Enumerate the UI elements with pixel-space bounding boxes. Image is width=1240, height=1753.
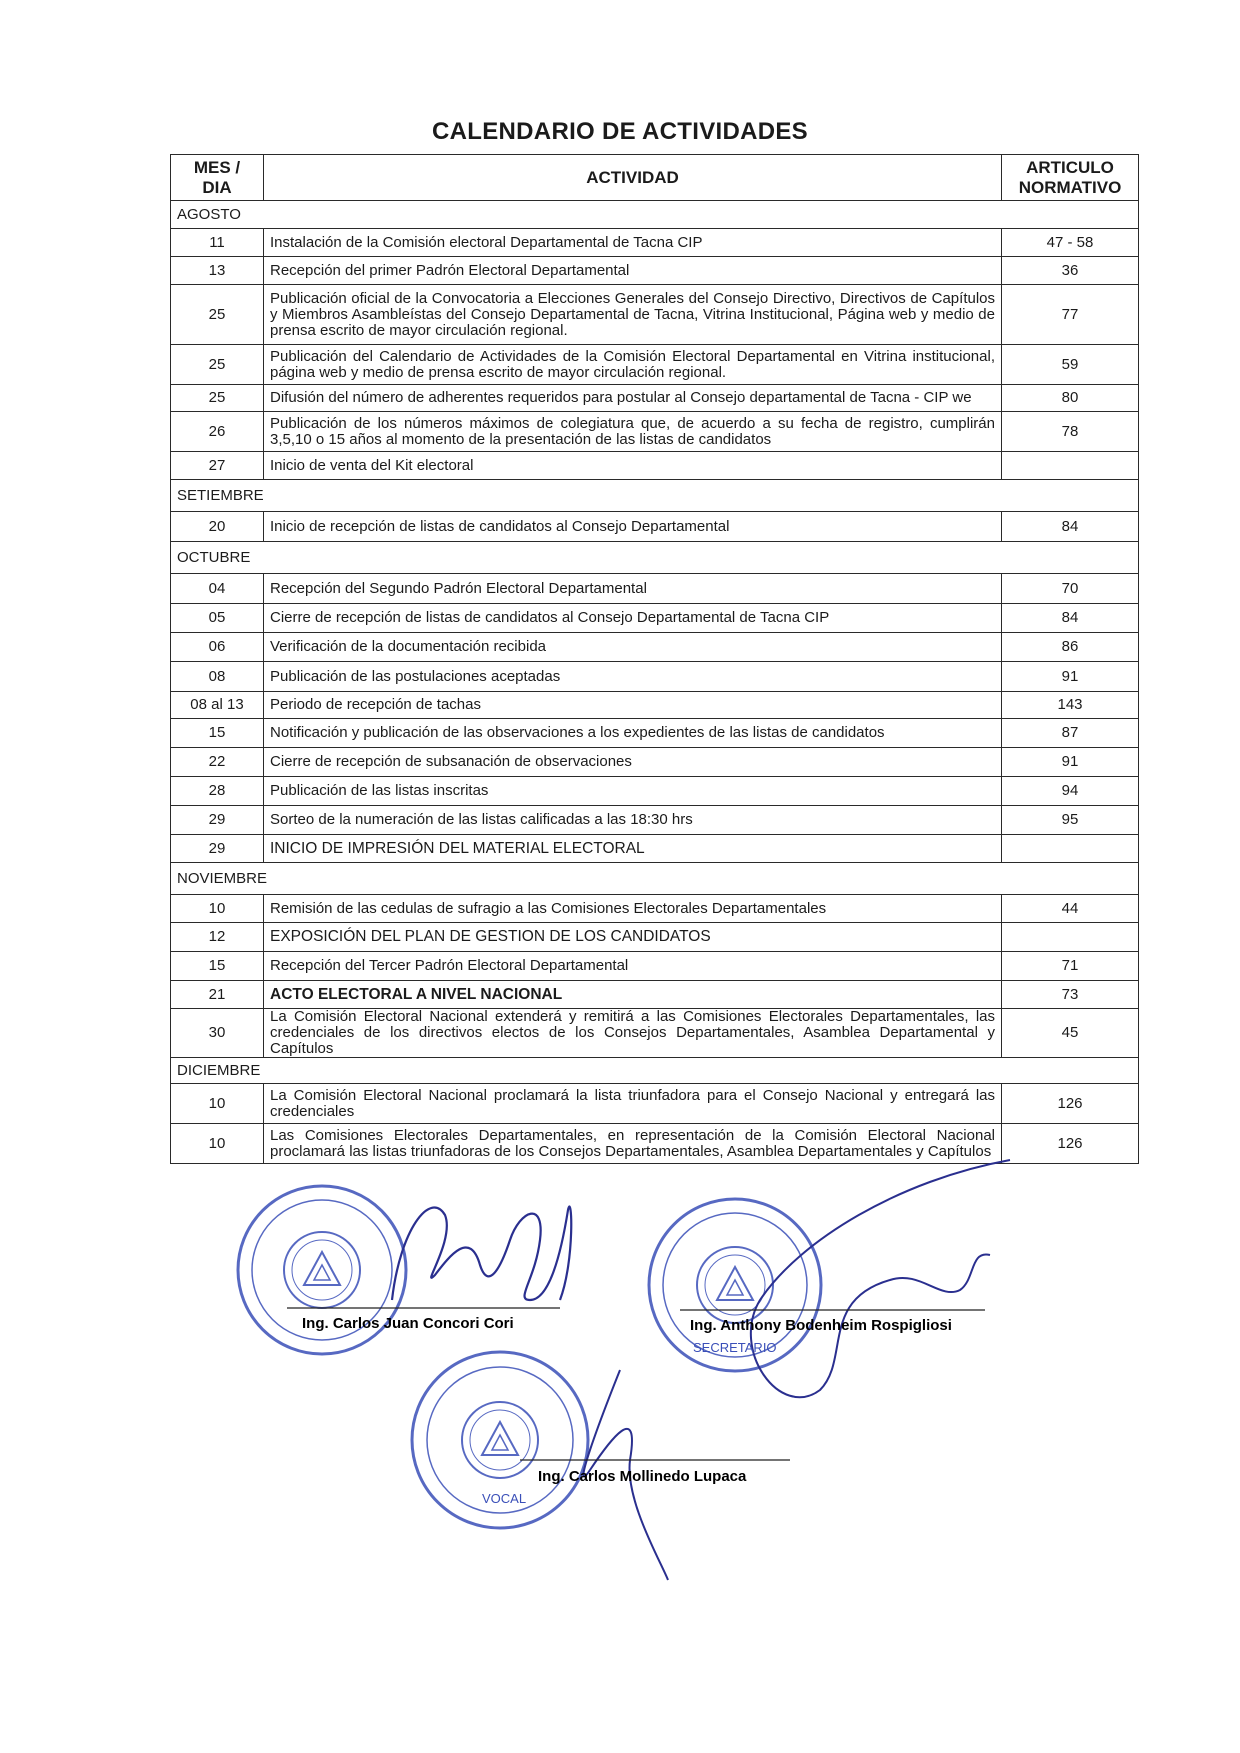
activity-cell: INICIO DE IMPRESIÓN DEL MATERIAL ELECTORAL [264, 835, 1002, 863]
article-cell: 95 [1002, 806, 1139, 835]
table-row [171, 719, 1139, 748]
table-row [171, 981, 1139, 1009]
table-row [171, 1124, 1139, 1164]
table-row [171, 285, 1139, 345]
activity-cell: Periodo de recepción de tachas [264, 692, 1002, 719]
month-label: DICIEMBRE [171, 1058, 1139, 1084]
table-row [171, 1084, 1139, 1124]
signatory-role-2: SECRETARIO [693, 1340, 777, 1355]
article-cell: 126 [1002, 1084, 1139, 1124]
activity-cell: Recepción del primer Padrón Electoral Departamental [264, 257, 1002, 285]
table-row [171, 806, 1139, 835]
activity-cell: Verificación de la documentación recibida [264, 633, 1002, 662]
month-row [171, 1058, 1139, 1084]
table-row [171, 452, 1139, 480]
article-cell: 73 [1002, 981, 1139, 1009]
month-row [171, 480, 1139, 512]
signature-stroke-left [392, 1206, 571, 1300]
table-row [171, 385, 1139, 412]
article-cell: 84 [1002, 604, 1139, 633]
day-cell: 30 [171, 1009, 264, 1058]
activity-cell: La Comisión Electoral Nacional extenderá y remitirá a las Comisiones Electorales Departamentales, las credenciales de los directivos electos de los Consejos Departamentales, Asamblea Departamental y Capítulos [264, 1009, 1002, 1058]
calendar-table [170, 154, 1139, 1164]
header-article: ARTICULO NORMATIVO [1002, 155, 1139, 201]
article-cell: 71 [1002, 952, 1139, 981]
article-cell: 143 [1002, 692, 1139, 719]
article-cell [1002, 835, 1139, 863]
activity-cell: Publicación de los números máximos de colegiatura que, de acuerdo a su fecha de registro, cumplirán 3,5,10 o 15 años al momento de la presentación de las listas de candidatos [264, 412, 1002, 452]
month-label: SETIEMBRE [171, 480, 1139, 512]
calendar-body [171, 201, 1139, 1164]
activity-cell: Inicio de recepción de listas de candidatos al Consejo Departamental [264, 512, 1002, 542]
signatory-role-3: VOCAL [482, 1491, 527, 1506]
table-row [171, 923, 1139, 952]
day-cell: 08 al 13 [171, 692, 264, 719]
day-cell: 22 [171, 748, 264, 777]
signature-stroke-bottom [583, 1370, 668, 1580]
day-cell: 06 [171, 633, 264, 662]
article-cell: 44 [1002, 895, 1139, 923]
day-cell: 28 [171, 777, 264, 806]
article-cell: 45 [1002, 1009, 1139, 1058]
day-cell: 21 [171, 981, 264, 1009]
article-cell [1002, 452, 1139, 480]
activity-cell: Cierre de recepción de listas de candidatos al Consejo Departamental de Tacna CIP [264, 604, 1002, 633]
month-row [171, 863, 1139, 895]
month-label: OCTUBRE [171, 542, 1139, 574]
table-row [171, 412, 1139, 452]
day-cell: 15 [171, 952, 264, 981]
day-cell: 25 [171, 345, 264, 385]
day-cell: 12 [171, 923, 264, 952]
activity-cell: Recepción del Tercer Padrón Electoral Departamental [264, 952, 1002, 981]
day-cell: 13 [171, 257, 264, 285]
day-cell: 20 [171, 512, 264, 542]
activity-cell: Publicación del Calendario de Actividades de la Comisión Electoral Departamental en Vitrina institucional, página web y medio de prensa escrito de mayor circulación regional. [264, 345, 1002, 385]
month-label: NOVIEMBRE [171, 863, 1139, 895]
activity-cell: La Comisión Electoral Nacional proclamará la lista triunfadora para el Consejo Nacional y entregará las credenciales [264, 1084, 1002, 1124]
activity-cell: EXPOSICIÓN DEL PLAN DE GESTION DE LOS CANDIDATOS [264, 923, 1002, 952]
activity-cell: Recepción del Segundo Padrón Electoral Departamental [264, 574, 1002, 604]
table-row [171, 229, 1139, 257]
table-row [171, 662, 1139, 692]
article-cell: 70 [1002, 574, 1139, 604]
article-cell [1002, 923, 1139, 952]
day-cell: 15 [171, 719, 264, 748]
day-cell: 04 [171, 574, 264, 604]
article-cell: 84 [1002, 512, 1139, 542]
activity-cell: Notificación y publicación de las observaciones a los expedientes de las listas de candidatos [264, 719, 1002, 748]
activity-cell: Remisión de las cedulas de sufragio a las Comisiones Electorales Departamentales [264, 895, 1002, 923]
table-row [171, 257, 1139, 285]
article-cell: 126 [1002, 1124, 1139, 1164]
table-row [171, 952, 1139, 981]
activity-cell: Publicación de las postulaciones aceptadas [264, 662, 1002, 692]
header-row [171, 155, 1139, 201]
day-cell: 26 [171, 412, 264, 452]
table-row [171, 777, 1139, 806]
header-day: MES / DIA [171, 155, 264, 201]
table-row [171, 748, 1139, 777]
day-cell: 27 [171, 452, 264, 480]
activity-cell: Sorteo de la numeración de las listas calificadas a las 18:30 hrs [264, 806, 1002, 835]
article-cell: 36 [1002, 257, 1139, 285]
day-cell: 08 [171, 662, 264, 692]
signature-stroke-right [751, 1160, 1010, 1397]
table-row [171, 574, 1139, 604]
table-row [171, 692, 1139, 719]
article-cell: 47 - 58 [1002, 229, 1139, 257]
article-cell: 91 [1002, 662, 1139, 692]
month-row [171, 542, 1139, 574]
table-row [171, 1009, 1139, 1058]
table-row [171, 895, 1139, 923]
day-cell: 29 [171, 806, 264, 835]
article-cell: 87 [1002, 719, 1139, 748]
table-row [171, 345, 1139, 385]
article-cell: 78 [1002, 412, 1139, 452]
day-cell: 11 [171, 229, 264, 257]
seal-left [238, 1186, 406, 1354]
table-row [171, 835, 1139, 863]
activity-cell: Instalación de la Comisión electoral Departamental de Tacna CIP [264, 229, 1002, 257]
day-cell: 05 [171, 604, 264, 633]
day-cell: 29 [171, 835, 264, 863]
activity-cell: Difusión del número de adherentes requeridos para postular al Consejo departamental de Tacna - CIP we [264, 385, 1002, 412]
activity-cell: Cierre de recepción de subsanación de observaciones [264, 748, 1002, 777]
article-cell: 94 [1002, 777, 1139, 806]
article-cell: 86 [1002, 633, 1139, 662]
day-cell: 25 [171, 385, 264, 412]
signatory-name-3: Ing. Carlos Mollinedo Lupaca [538, 1468, 747, 1485]
day-cell: 25 [171, 285, 264, 345]
day-cell: 10 [171, 895, 264, 923]
day-cell: 10 [171, 1084, 264, 1124]
month-label: AGOSTO [171, 201, 1139, 229]
article-cell: 59 [1002, 345, 1139, 385]
activity-cell: Las Comisiones Electorales Departamentales, en representación de la Comisión Electoral Nacional proclamará las listas triunfadoras de los Consejos Departamentales, Asamblea Departamentales y Capítulos [264, 1124, 1002, 1164]
activity-cell: ACTO ELECTORAL A NIVEL NACIONAL [264, 981, 1002, 1009]
seal-bottom [412, 1352, 588, 1528]
signatory-name-1: Ing. Carlos Juan Concori Cori [302, 1315, 514, 1332]
month-row [171, 201, 1139, 229]
page-title: CALENDARIO DE ACTIVIDADES [432, 118, 808, 145]
header-activity: ACTIVIDAD [264, 155, 1002, 201]
activity-cell: Inicio de venta del Kit electoral [264, 452, 1002, 480]
signatory-name-2: Ing. Anthony Bodenheim Rospigliosi [690, 1317, 952, 1334]
table-row [171, 633, 1139, 662]
article-cell: 80 [1002, 385, 1139, 412]
day-cell: 10 [171, 1124, 264, 1164]
table-row [171, 512, 1139, 542]
table-row [171, 604, 1139, 633]
seal-right [649, 1199, 821, 1371]
article-cell: 91 [1002, 748, 1139, 777]
activity-cell: Publicación de las listas inscritas [264, 777, 1002, 806]
article-cell: 77 [1002, 285, 1139, 345]
activity-cell: Publicación oficial de la Convocatoria a Elecciones Generales del Consejo Directivo, Directivos de Capítulos y Miembros Asambleístas del Consejo Departamental de Tacna, Vitrina Institucional, Página web y medio de prensa escrito de mayor circulación regional. [264, 285, 1002, 345]
